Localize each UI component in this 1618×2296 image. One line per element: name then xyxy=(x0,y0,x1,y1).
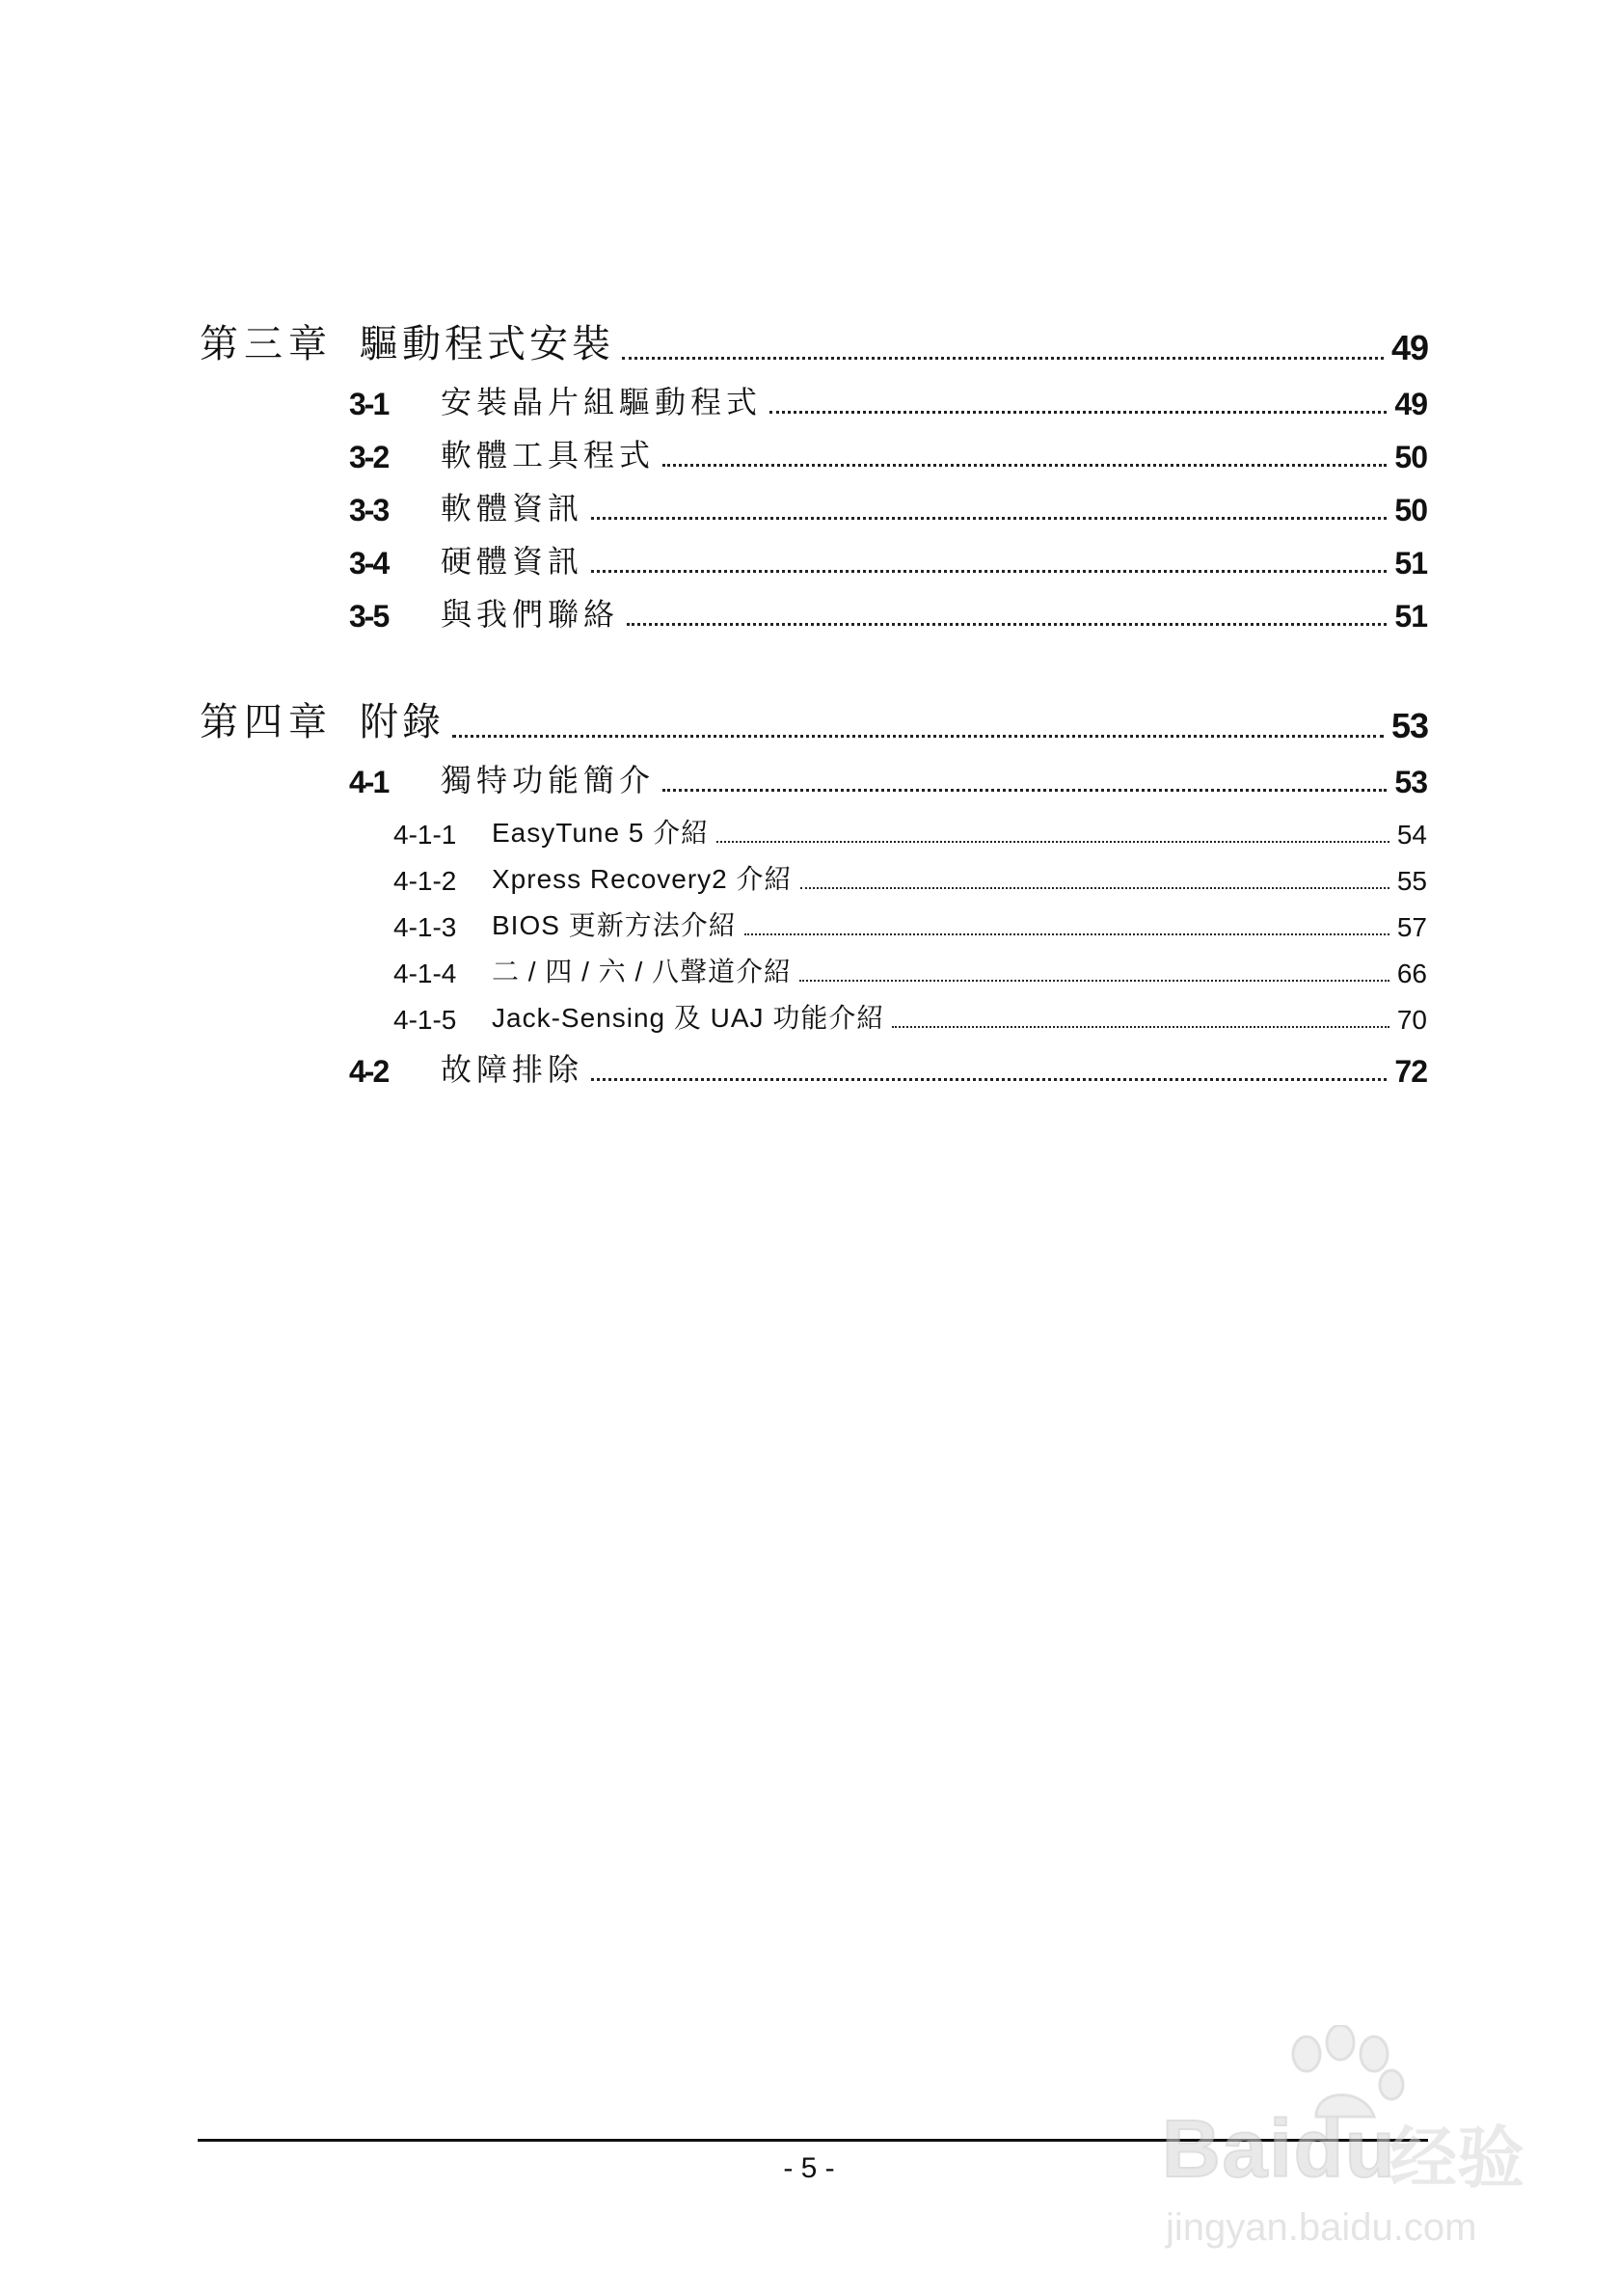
watermark-url: jingyan.baidu.com xyxy=(1166,2206,1477,2249)
subsection-title: 二 / 四 / 六 / 八聲道介紹 xyxy=(492,957,793,986)
toc-subsection-4-1-4[interactable] xyxy=(393,951,1427,989)
section-number: 4-1 xyxy=(349,765,389,799)
section-page-number: 49 xyxy=(1394,387,1427,421)
dot-leader xyxy=(622,357,1384,360)
section-number: 3-2 xyxy=(349,440,389,474)
dot-leader xyxy=(800,887,1389,889)
section-title: 軟體工具程式 xyxy=(441,437,656,473)
subsection-number: 4-1-1 xyxy=(393,820,457,850)
subsection-page-number: 66 xyxy=(1396,959,1427,988)
subsection-page-number: 70 xyxy=(1396,1005,1427,1035)
dot-leader xyxy=(662,789,1387,792)
section-title: 硬體資訊 xyxy=(441,543,584,580)
chapter-label: 第三章 xyxy=(200,322,333,366)
section-title: 獨特功能簡介 xyxy=(441,762,656,798)
toc-subsection-4-1-2[interactable] xyxy=(393,858,1427,897)
dot-leader xyxy=(591,517,1387,520)
baidu-jingyan-watermark xyxy=(1152,2025,1538,2266)
subsection-page-number: 55 xyxy=(1396,866,1427,896)
watermark-suffix: 经验 xyxy=(1389,2119,1524,2198)
subsection-title: Xpress Recovery2 介紹 xyxy=(492,864,793,894)
toc-section-3-2[interactable] xyxy=(349,431,1427,475)
section-page-number: 50 xyxy=(1394,493,1427,527)
subsection-number: 4-1-4 xyxy=(393,959,457,988)
toc-section-3-3[interactable] xyxy=(349,484,1427,528)
section-number: 3-4 xyxy=(349,546,389,581)
dot-leader xyxy=(662,464,1387,467)
section-title: 故障排除 xyxy=(441,1051,584,1088)
toc-section-3-5[interactable] xyxy=(349,590,1427,635)
footer-page-number: - 5 - xyxy=(783,2152,835,2184)
subsection-page-number: 54 xyxy=(1396,820,1427,850)
chapter-page-number: 53 xyxy=(1390,706,1428,745)
dot-leader xyxy=(452,735,1384,738)
subsection-page-number: 57 xyxy=(1396,912,1427,942)
section-page-number: 51 xyxy=(1394,599,1427,634)
dot-leader xyxy=(744,933,1389,935)
watermark-brand: Baidu xyxy=(1162,2103,1397,2194)
subsection-number: 4-1-2 xyxy=(393,866,457,896)
toc-section-4-2[interactable] xyxy=(349,1045,1427,1090)
section-title: 安裝晶片組驅動程式 xyxy=(441,384,763,420)
dot-leader xyxy=(799,980,1389,982)
dot-leader xyxy=(716,841,1389,843)
section-number: 3-1 xyxy=(349,387,389,421)
toc-chapter-3[interactable] xyxy=(200,324,1428,368)
section-page-number: 53 xyxy=(1394,765,1427,799)
toc-subsection-4-1-1[interactable] xyxy=(393,812,1427,851)
toc-subsection-4-1-5[interactable] xyxy=(393,997,1427,1036)
chapter-label: 第四章 xyxy=(200,700,333,744)
toc-section-3-4[interactable] xyxy=(349,537,1427,581)
section-number: 4-2 xyxy=(349,1054,389,1089)
subsection-title: BIOS 更新方法介紹 xyxy=(492,910,737,940)
section-title: 軟體資訊 xyxy=(441,490,584,527)
chapter-title: 附錄 xyxy=(360,700,445,744)
section-number: 3-3 xyxy=(349,493,389,527)
dot-leader xyxy=(892,1026,1389,1028)
section-page-number: 72 xyxy=(1394,1054,1427,1089)
dot-leader xyxy=(591,570,1387,573)
toc-section-3-1[interactable] xyxy=(349,378,1427,422)
section-title: 與我們聯絡 xyxy=(441,596,620,633)
section-page-number: 50 xyxy=(1394,440,1427,474)
subsection-title: Jack-Sensing 及 UAJ 功能介紹 xyxy=(492,1003,885,1033)
toc-chapter-4[interactable] xyxy=(200,702,1428,746)
subsection-title: EasyTune 5 介紹 xyxy=(492,818,710,848)
dot-leader xyxy=(591,1078,1387,1081)
dot-leader xyxy=(769,411,1387,414)
section-number: 3-5 xyxy=(349,599,389,634)
chapter-title: 驅動程式安裝 xyxy=(360,322,614,366)
toc-subsection-4-1-3[interactable] xyxy=(393,905,1427,943)
section-page-number: 51 xyxy=(1394,546,1427,581)
subsection-number: 4-1-3 xyxy=(393,912,457,942)
subsection-number: 4-1-5 xyxy=(393,1005,457,1035)
chapter-page-number: 49 xyxy=(1390,328,1428,367)
dot-leader xyxy=(627,623,1387,626)
toc-section-4-1[interactable] xyxy=(349,756,1427,800)
